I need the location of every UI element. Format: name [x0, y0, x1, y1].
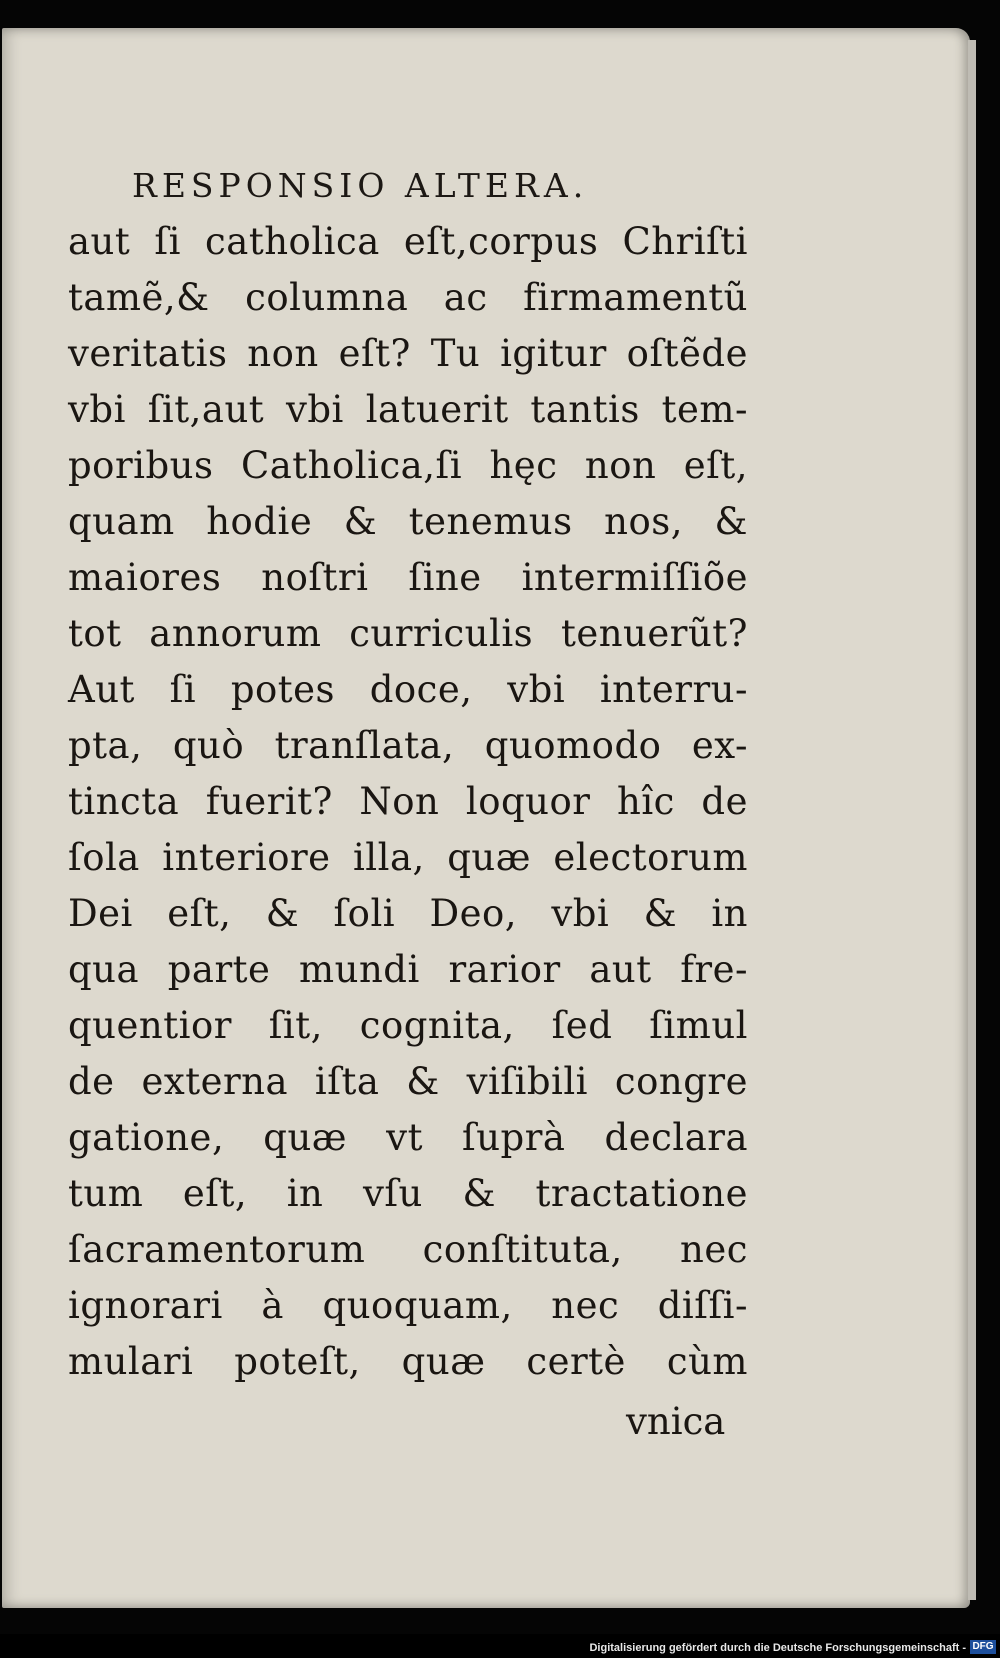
- text-line: quentior ſit, cognita, ſed ſimul: [68, 1004, 748, 1047]
- text-line: ſola interiore illa, quæ electorum: [68, 836, 748, 879]
- text-line: tamẽ,& columna ac firmamentũ: [68, 276, 748, 319]
- text-line: gatione, quæ vt ſuprà declara: [68, 1116, 748, 1159]
- text-line: quam hodie & tenemus nos, &: [68, 500, 748, 543]
- text-line: ignorari à quoquam, nec diſſi-: [68, 1284, 748, 1327]
- text-line: Dei eſt, & ſoli Deo, vbi & in: [68, 892, 748, 935]
- text-line: ſacramentorum conſtituta, nec: [68, 1228, 748, 1271]
- text-line: maiores noſtri ſine intermiſſiõe: [68, 556, 748, 599]
- text-line: poribus Catholica,ſi hęc non eſt,: [68, 444, 748, 487]
- dfg-logo: DFG: [970, 1640, 996, 1654]
- catchword: vnica: [626, 1400, 726, 1443]
- text-line: pta, quò tranſlata, quomodo ex-: [68, 724, 748, 767]
- text-line: de externa iſta & viſibili congre: [68, 1060, 748, 1103]
- text-line: tincta fuerit? Non loquor hîc de: [68, 780, 748, 823]
- body-text: [68, 214, 748, 1390]
- footer-bar: [0, 1634, 1000, 1658]
- book-page: [2, 28, 970, 1608]
- page-edge: [968, 40, 976, 1600]
- text-line: Aut ſi potes doce, vbi interru-: [68, 668, 748, 711]
- text-line: tot annorum curriculis tenuerũt?: [68, 612, 748, 655]
- text-line: vbi ſit,aut vbi latuerit tantis tem-: [68, 388, 748, 431]
- text-line: mulari poteſt, quæ certè cùm: [68, 1340, 748, 1383]
- footer-credit: Digitalisierung gefördert durch die Deutsche Forschungsgemeinschaft -: [589, 1642, 966, 1654]
- text-line: qua parte mundi rarior aut fre-: [68, 948, 748, 991]
- text-line: veritatis non eſt? Tu igitur oſtẽde: [68, 332, 748, 375]
- running-head: RESPONSIO ALTERA.: [132, 166, 589, 205]
- text-line: tum eſt, in vſu & tractatione: [68, 1172, 748, 1215]
- text-line: aut ſi catholica eſt,corpus Chriſti: [68, 220, 748, 263]
